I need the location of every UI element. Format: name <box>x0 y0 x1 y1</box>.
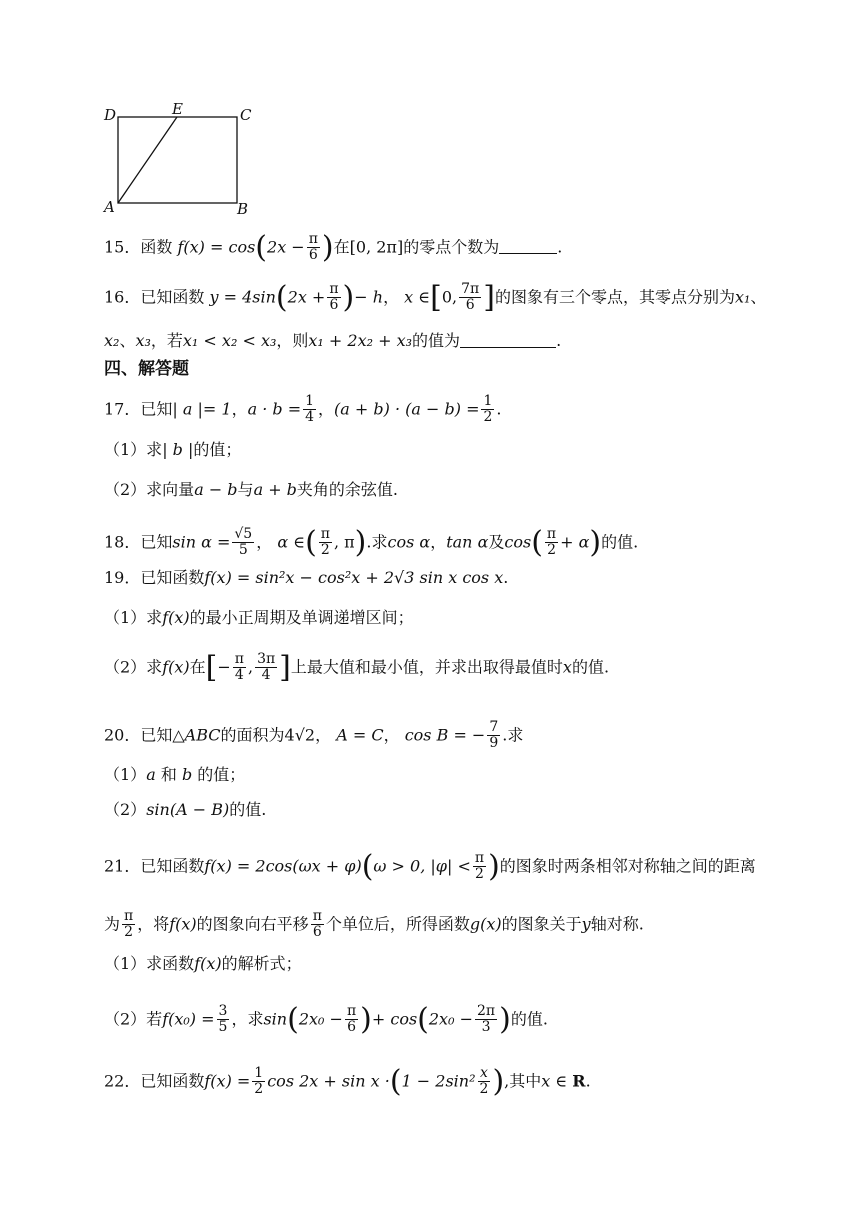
q20-cos-den: 9 <box>489 735 499 752</box>
q20-area: 4√2 <box>284 725 316 745</box>
q16-intro: 已知函数 <box>140 287 205 307</box>
q20-p2-label: （2） <box>104 800 147 819</box>
q19-part-2: （2）求f(x)在[− $\frac{\pi}{4}$ , $\frac{3\pi}{4}$ ]上最大值和最小值，并求出取得最值时x的值. <box>104 649 610 685</box>
q16-x2: x₂ <box>104 331 120 350</box>
label-c: C <box>240 106 252 124</box>
q18-sin-num: √5 <box>234 526 253 542</box>
q19-p2-a-frac <box>233 652 246 684</box>
q20-p2-expr: sin(A − B) <box>146 800 230 819</box>
q16-domain-num: 7π <box>461 281 480 297</box>
q18-int-frac <box>319 527 332 559</box>
q20-number: 20．已知 <box>104 725 173 745</box>
q20-cos-num: 7 <box>489 719 499 735</box>
q16-x1: x₁ <box>734 287 751 307</box>
q20-p2-tail: 的值. <box>229 800 267 819</box>
q15-domain-prefix: 在 <box>333 237 350 257</box>
q16-order: x₁ < x₂ < x₃ <box>182 331 277 350</box>
q17-end: . <box>496 399 502 419</box>
q21-line2-y: y <box>581 914 591 934</box>
q22-x-frac <box>478 1066 491 1098</box>
q21-dist-den: 2 <box>124 924 134 941</box>
q21-p2-f: f(x₀) = <box>162 1009 215 1029</box>
q20-area-text: 的面积为 <box>220 725 285 745</box>
label-b: B <box>237 200 249 218</box>
question-16: 16．已知函数 y = 4sin(2x + $\frac{\pi}{6}$ )− h， x ∈[0, $\frac{7\pi}{6}$ ]的图象有三个零点，其零点分别为x₁、 <box>104 279 767 315</box>
q19-func: f(x) = sin²x − cos²x + 2√3 sin x cos x <box>204 568 504 587</box>
q19-p2-b-den: 4 <box>261 667 271 684</box>
q18-sin: sin α = <box>172 532 231 552</box>
q22-half-frac <box>252 1066 265 1098</box>
q20-cos: cos B = − <box>404 725 486 745</box>
q18-tail: 的值. <box>601 532 639 552</box>
q16-comma: ， <box>383 287 400 307</box>
q19-p2-b-frac <box>255 652 277 684</box>
q19-p2-a-num: π <box>234 651 244 667</box>
q18-cos2-frac <box>545 527 558 559</box>
q16-frac-num: π <box>329 281 339 297</box>
question-16-line-2 <box>104 333 561 349</box>
q17-dot-den: 4 <box>305 409 315 426</box>
label-e: E <box>172 100 183 118</box>
q15-answer-blank[interactable] <box>499 239 557 254</box>
q18-int-den: 2 <box>320 542 330 559</box>
q16-domain-frac <box>459 282 481 314</box>
q17-number: 17． <box>104 399 141 419</box>
q17-sep1: ， <box>231 399 248 419</box>
question-19 <box>104 570 508 586</box>
q21-p2-sin-num: π <box>346 1003 357 1019</box>
q21-cond-den: 2 <box>475 866 484 883</box>
q18-cos2-den: 2 <box>547 542 556 559</box>
q15-frac <box>307 232 320 264</box>
q21-line2-b: 的图象向右平移 <box>196 914 309 934</box>
q17-p1-label: （1）求 <box>104 440 163 459</box>
q21-line2-c: 个单位后，所得函数 <box>325 914 470 934</box>
q16-func: y = 4sin <box>209 287 276 307</box>
q21-p2-tail: 的值. <box>510 1009 548 1029</box>
label-d: D <box>104 106 117 124</box>
q22-real-set: R <box>572 1071 586 1091</box>
q21-part-1 <box>104 956 302 972</box>
q18-alpha-in: α ∈ <box>277 532 306 552</box>
q21-p2-cos-frac <box>475 1004 497 1036</box>
q17-prod-num: 1 <box>483 393 493 409</box>
q20-part-1 <box>104 767 245 783</box>
q15-intro: 函数 <box>140 237 173 257</box>
q22-x-den: 2 <box>479 1081 489 1098</box>
q20-p1-a: a <box>146 765 156 784</box>
q21-p2-den: 5 <box>218 1019 228 1036</box>
q19-p2-label: （2）求 <box>104 657 163 677</box>
q22-func: f(x) = <box>204 1071 251 1091</box>
question-18: 18．已知sin α = $\frac{√5}{5}$ ， α ∈( $\frac{\pi}{2}$ , π).求cos α，tan α及cos( $\frac{\pi}{2}$ + α)的值. <box>104 524 639 560</box>
q20-p1-mid: 和 <box>160 765 177 784</box>
q16-domain-den: 6 <box>465 297 475 314</box>
q17-prod: (a + b) · (a − b) = <box>334 399 480 419</box>
q21-p2-num: 3 <box>218 1003 228 1019</box>
question-22: 22．已知函数f(x) = $\frac{1}{2}$ cos 2x + sin x ·(1 − 2sin² $\frac{x}{2}$ ),其中x ∈ R. <box>104 1063 591 1099</box>
q20-sep2: ， <box>383 725 400 745</box>
q16-minus-h: − h <box>354 287 384 307</box>
q20-triangle: △ABC <box>172 725 221 745</box>
q15-frac-den: 6 <box>308 247 318 264</box>
q21-p2-sin-frac <box>345 1004 358 1036</box>
q21-func: f(x) = 2cos(ωx + φ) <box>204 856 362 876</box>
q17-dot: a · b = <box>247 399 302 419</box>
q15-end: . <box>557 237 563 257</box>
q19-p1-label: （1）求 <box>104 608 163 627</box>
q19-p1-tail: 的最小正周期及单调递增区间； <box>189 608 414 627</box>
q21-p2-frac <box>217 1004 230 1036</box>
q17-p2-v2: a + b <box>253 480 297 499</box>
q22-end: . <box>585 1071 591 1091</box>
q16-frac-den: 6 <box>329 297 339 314</box>
q18-cos2-num: π <box>546 526 557 542</box>
q16-domain-x: x ∈ <box>404 287 431 307</box>
q16-then: ，则 <box>276 331 309 350</box>
q15-domain: [0, 2π] <box>349 237 404 257</box>
question-20 <box>104 720 523 752</box>
q21-p2-sin: sin <box>263 1009 288 1029</box>
q16-tail: 的图象有三个零点，其零点分别为 <box>494 287 735 307</box>
label-a: A <box>104 198 115 216</box>
q17-prod-den: 2 <box>483 409 493 426</box>
q17-p1-tail: 的值； <box>193 440 242 459</box>
q21-p2-sin-den: 6 <box>347 1019 356 1036</box>
q20-ask: .求 <box>502 725 524 745</box>
q16-expr: x₁ + 2x₂ + x₃ <box>308 331 413 350</box>
q18-ask: .求 <box>366 532 388 552</box>
q18-int-right: , π <box>333 532 355 552</box>
q21-p1-label: （1）求函数 <box>104 954 195 973</box>
q20-p1-label: （1） <box>104 765 147 784</box>
q21-cond-num: π <box>474 850 485 866</box>
q19-p2-in: 在 <box>189 657 206 677</box>
q16-answer-blank[interactable] <box>460 333 556 348</box>
q16-tail2: 的值为 <box>412 331 461 350</box>
q19-p2-end: 的值. <box>571 657 610 677</box>
q21-p2-cos-num: 2π <box>476 1003 496 1019</box>
q22-tail: ,其中 <box>504 1071 542 1091</box>
q15-tail: 的零点个数为 <box>403 237 500 257</box>
q19-number: 19．已知函数 <box>104 568 205 587</box>
q19-part-1 <box>104 610 414 626</box>
q18-tan: tan α <box>446 532 489 552</box>
q21-line2-a: ，将 <box>137 914 170 934</box>
q19-p2-a-den: 4 <box>234 667 244 684</box>
q21-p2-cos-den: 3 <box>481 1019 491 1036</box>
q16-sep: 、 <box>750 287 767 307</box>
q16-frac <box>327 282 340 314</box>
q18-comma2: ， <box>430 532 447 552</box>
q21-shift-den: 6 <box>312 924 322 941</box>
q16-line2-sep: 、 <box>119 331 136 350</box>
q17-p1-abs: | b | <box>162 440 194 459</box>
q16-domain-left: 0, <box>441 287 458 307</box>
q22-domain: x ∈ <box>541 1071 573 1091</box>
q21-p1-f: f(x) <box>194 954 222 973</box>
q18-comma: ， <box>256 532 273 552</box>
q18-sin-den: 5 <box>238 542 248 559</box>
q17-dot-num: 1 <box>305 393 315 409</box>
q17-prod-frac <box>481 394 494 426</box>
q16-inner: 2x + <box>287 287 326 307</box>
q19-p2-tail: 上最大值和最小值，并求出取得最值时 <box>290 657 563 677</box>
q17-part-2 <box>104 482 398 498</box>
q22-number: 22．已知函数 <box>104 1071 205 1091</box>
q22-func-mid: cos 2x + sin x · <box>267 1071 390 1091</box>
q15-inner: 2x − <box>267 237 305 257</box>
q22-half-den: 2 <box>254 1081 264 1098</box>
q21-shift-frac <box>311 909 324 941</box>
q21-dist-num: π <box>124 908 134 924</box>
q21-p2-mid: ，求 <box>231 1009 264 1029</box>
q17-p2-tail: 夹角的余弦值. <box>296 480 399 499</box>
question-21: 21．已知函数f(x) = 2cos(ωx + φ)(ω > 0, |φ| < $\frac{\pi}{2}$ )的图象时两条相邻对称轴之间的距离 <box>104 848 756 884</box>
q15-frac-num: π <box>308 231 318 247</box>
q20-p1-tail: 的值； <box>197 765 246 784</box>
q18-sin-frac <box>232 527 254 559</box>
q17-p2-label: （2）求向量 <box>104 480 195 499</box>
q21-line2-f: f(x) <box>169 914 197 934</box>
q17-p2-mid: 与 <box>237 480 254 499</box>
q17-part-1 <box>104 442 241 458</box>
q18-cos2-tail: + α <box>560 532 590 552</box>
q20-sep: ， <box>315 725 332 745</box>
question-15: 15．函数 f(x) = cos(2x − $\frac{\pi}{6}$ )在[0, 2π]的零点个数为 . <box>104 229 563 265</box>
q15-number: 15． <box>104 237 141 257</box>
q21-shift-num: π <box>312 908 322 924</box>
q21-cond-frac <box>473 851 486 883</box>
q16-end: . <box>556 331 562 350</box>
q21-line2-d: 的图象关于 <box>501 914 582 934</box>
q22-inner: 1 − 2sin² <box>401 1071 476 1091</box>
q18-and: 及 <box>488 532 505 552</box>
q19-p2-f: f(x) <box>162 657 190 677</box>
q21-dist-frac <box>122 909 135 941</box>
q19-p2-b-num: 3π <box>257 651 276 667</box>
question-21-line-2 <box>104 909 644 941</box>
q21-number: 21．已知函数 <box>104 856 205 876</box>
q17-p2-v1: a − b <box>194 480 238 499</box>
question-17 <box>104 394 502 426</box>
rectangle-abcd <box>118 117 237 203</box>
q21-p1-tail: 的解析式； <box>221 954 302 973</box>
q20-cos-frac <box>487 720 500 752</box>
q17-abs-a: | a |= 1 <box>172 399 232 419</box>
q20-p1-b: b <box>181 765 193 784</box>
section-4-title: 四、解答题 <box>104 359 189 378</box>
q21-line2-e: 轴对称. <box>590 914 644 934</box>
q18-cos: cos α <box>387 532 431 552</box>
q16-x3: x₃ <box>135 331 151 350</box>
segment-ae <box>118 117 177 203</box>
q19-end: . <box>503 568 509 587</box>
q18-int-num: π <box>320 526 330 542</box>
q21-tail: 的图象时两条相邻对称轴之间的距离 <box>499 856 756 876</box>
q18-cos2: cos <box>504 532 532 552</box>
q16-number: 16． <box>104 287 141 307</box>
q21-p2-label: （2）若 <box>104 1009 163 1029</box>
q18-number: 18．已知 <box>104 532 173 552</box>
q21-cond: ω > 0, |φ| < <box>373 856 471 876</box>
q21-part-2: （2）若f(x₀) = $\frac{3}{5}$ ，求sin(2x₀ − $\frac{\pi}{6}$ )+ cos(2x₀ − $\frac{2\pi}{3}$ )的值. <box>104 1001 548 1037</box>
q21-p2-plus: + cos <box>371 1009 418 1029</box>
q22-x-num: x <box>478 1066 491 1082</box>
q19-p2-x: x <box>562 657 572 677</box>
q21-p2-sin-in: 2x₀ − <box>298 1009 343 1029</box>
rectangle-figure <box>100 100 270 224</box>
q19-p1-f: f(x) <box>162 608 190 627</box>
q21-line2-pre: 为 <box>104 914 121 934</box>
q16-if: ，若 <box>150 331 183 350</box>
q17-dot-frac <box>303 394 316 426</box>
q20-eq: A = C <box>336 725 384 745</box>
q21-p2-cos-in: 2x₀ − <box>428 1009 473 1029</box>
q22-half-num: 1 <box>254 1065 264 1081</box>
q17-intro: 已知 <box>140 399 173 419</box>
q21-line2-g: g(x) <box>469 914 502 934</box>
q20-part-2 <box>104 802 266 818</box>
q15-func: f(x) = cos <box>177 237 256 257</box>
q17-sep2: ， <box>318 399 335 419</box>
